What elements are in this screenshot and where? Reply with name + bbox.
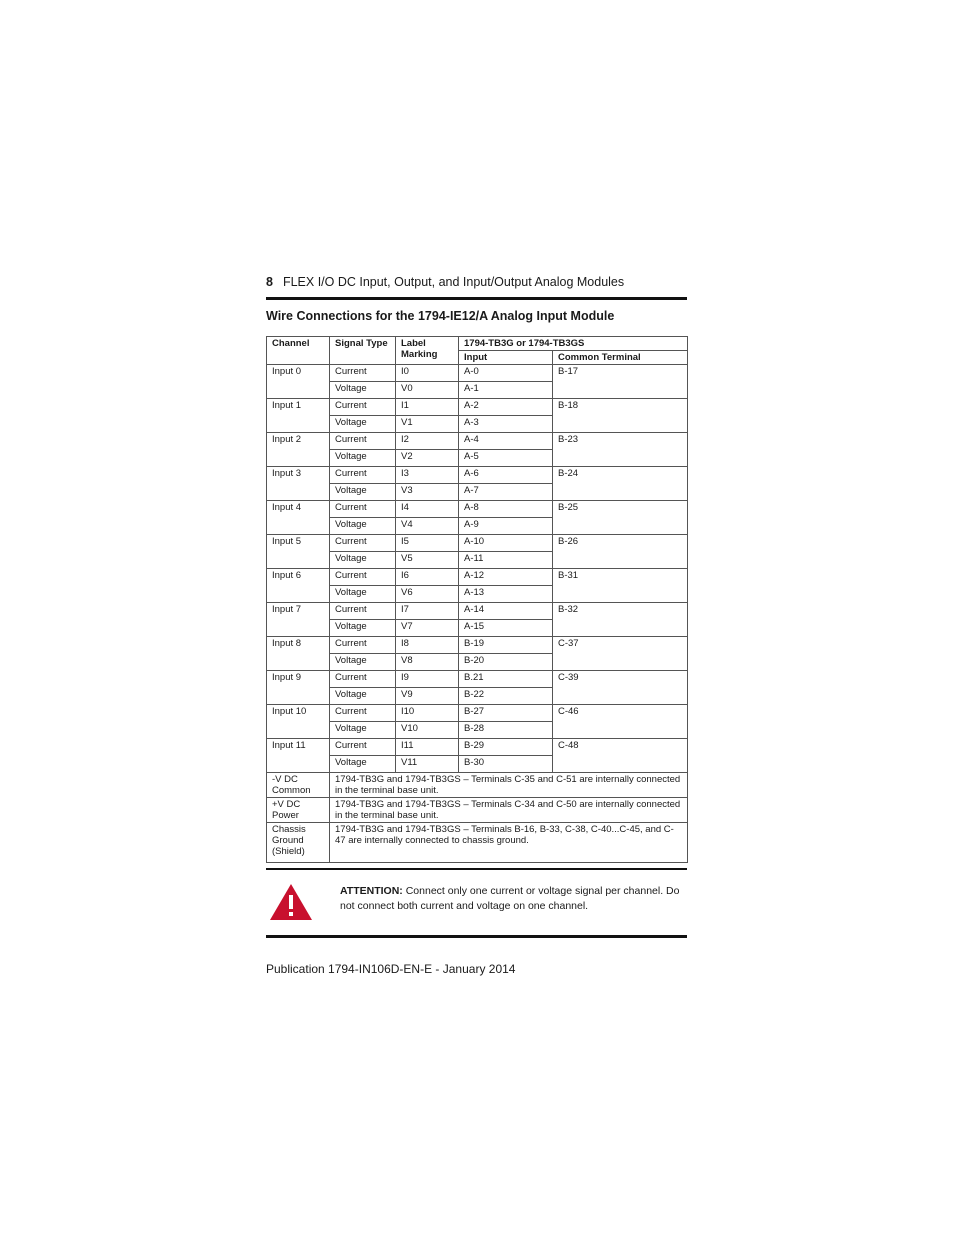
cell-note-channel: -V DC Common xyxy=(267,773,330,798)
table-row xyxy=(267,467,688,484)
attention-label: ATTENTION: xyxy=(340,885,403,897)
cell-common-terminal: C-48 xyxy=(553,739,688,773)
attention-notice xyxy=(266,880,687,930)
header-label-marking: Label Marking xyxy=(396,337,459,365)
cell-signal-current: Current xyxy=(330,569,396,586)
cell-label-current: I1 xyxy=(396,399,459,416)
cell-label-voltage: V11 xyxy=(396,756,459,773)
wire-connections-table-wrapper xyxy=(266,336,687,863)
cell-label-voltage: V7 xyxy=(396,620,459,637)
cell-channel: Input 2 xyxy=(267,433,330,467)
cell-common-terminal: B-23 xyxy=(553,433,688,467)
cell-signal-voltage: Voltage xyxy=(330,552,396,569)
cell-signal-current: Current xyxy=(330,535,396,552)
header-terminal-base: 1794-TB3G or 1794-TB3GS xyxy=(459,337,688,351)
cell-input-voltage: A-7 xyxy=(459,484,553,501)
cell-signal-voltage: Voltage xyxy=(330,722,396,739)
table-row xyxy=(267,569,688,586)
table-body xyxy=(267,365,688,863)
cell-label-current: I7 xyxy=(396,603,459,620)
table-note-row xyxy=(267,773,688,798)
cell-input-voltage: A-5 xyxy=(459,450,553,467)
cell-channel: Input 7 xyxy=(267,603,330,637)
cell-input-current: B.21 xyxy=(459,671,553,688)
cell-label-current: I10 xyxy=(396,705,459,722)
attention-text xyxy=(340,884,687,914)
warning-triangle-icon xyxy=(268,882,314,922)
cell-signal-current: Current xyxy=(330,739,396,756)
cell-channel: Input 6 xyxy=(267,569,330,603)
cell-label-voltage: V8 xyxy=(396,654,459,671)
header-signal-type: Signal Type xyxy=(330,337,396,365)
cell-label-current: I2 xyxy=(396,433,459,450)
cell-input-voltage: A-1 xyxy=(459,382,553,399)
cell-input-voltage: A-9 xyxy=(459,518,553,535)
cell-input-voltage: A-15 xyxy=(459,620,553,637)
cell-input-current: B-29 xyxy=(459,739,553,756)
cell-common-terminal: B-18 xyxy=(553,399,688,433)
cell-input-current: A-2 xyxy=(459,399,553,416)
section-divider xyxy=(266,868,687,870)
cell-note-channel: Chassis Ground (Shield) xyxy=(267,823,330,863)
cell-channel: Input 0 xyxy=(267,365,330,399)
table-note-row xyxy=(267,823,688,863)
cell-label-voltage: V10 xyxy=(396,722,459,739)
cell-signal-current: Current xyxy=(330,467,396,484)
page-bottom-rule xyxy=(266,935,687,938)
cell-channel: Input 9 xyxy=(267,671,330,705)
table-row xyxy=(267,399,688,416)
cell-note-text: 1794-TB3G and 1794-TB3GS – Terminals B-16, B-33, C-38, C-40...C-45, and C-47 are internally connected to chassis ground. xyxy=(330,823,688,863)
cell-note-channel: +V DC Power xyxy=(267,798,330,823)
cell-channel: Input 10 xyxy=(267,705,330,739)
cell-signal-voltage: Voltage xyxy=(330,654,396,671)
cell-signal-voltage: Voltage xyxy=(330,484,396,501)
table-note-row xyxy=(267,798,688,823)
cell-note-text: 1794-TB3G and 1794-TB3GS – Terminals C-35 and C-51 are internally connected in the terminal base unit. xyxy=(330,773,688,798)
cell-channel: Input 4 xyxy=(267,501,330,535)
section-title: Wire Connections for the 1794-IE12/A Analog Input Module xyxy=(266,309,615,323)
cell-input-current: A-14 xyxy=(459,603,553,620)
cell-signal-current: Current xyxy=(330,399,396,416)
cell-input-voltage: B-20 xyxy=(459,654,553,671)
cell-label-voltage: V9 xyxy=(396,688,459,705)
cell-input-current: A-12 xyxy=(459,569,553,586)
cell-label-voltage: V1 xyxy=(396,416,459,433)
cell-common-terminal: B-26 xyxy=(553,535,688,569)
table-row xyxy=(267,637,688,654)
cell-label-current: I3 xyxy=(396,467,459,484)
cell-label-voltage: V0 xyxy=(396,382,459,399)
cell-signal-voltage: Voltage xyxy=(330,756,396,773)
page-header xyxy=(266,275,687,297)
cell-common-terminal: B-31 xyxy=(553,569,688,603)
table-row xyxy=(267,535,688,552)
cell-signal-current: Current xyxy=(330,637,396,654)
cell-input-current: A-4 xyxy=(459,433,553,450)
cell-signal-current: Current xyxy=(330,603,396,620)
cell-label-current: I8 xyxy=(396,637,459,654)
cell-input-voltage: A-11 xyxy=(459,552,553,569)
cell-common-terminal: B-24 xyxy=(553,467,688,501)
attention-message: Connect only one current or voltage signal per channel. Do not connect both current and voltage on one channel. xyxy=(340,885,680,912)
cell-signal-voltage: Voltage xyxy=(330,620,396,637)
header-common-terminal: Common Terminal xyxy=(553,351,688,365)
page-number: 8 xyxy=(266,275,273,289)
cell-common-terminal: B-17 xyxy=(553,365,688,399)
wire-connections-table xyxy=(266,336,688,863)
cell-signal-voltage: Voltage xyxy=(330,416,396,433)
cell-label-voltage: V2 xyxy=(396,450,459,467)
cell-input-voltage: B-30 xyxy=(459,756,553,773)
cell-signal-current: Current xyxy=(330,705,396,722)
cell-input-current: A-8 xyxy=(459,501,553,518)
cell-label-voltage: V4 xyxy=(396,518,459,535)
header-rule xyxy=(266,297,687,300)
table-row xyxy=(267,705,688,722)
cell-label-voltage: V3 xyxy=(396,484,459,501)
cell-input-voltage: B-28 xyxy=(459,722,553,739)
header-title: FLEX I/O DC Input, Output, and Input/Output Analog Modules xyxy=(282,275,625,289)
cell-common-terminal: C-37 xyxy=(553,637,688,671)
cell-input-current: A-0 xyxy=(459,365,553,382)
cell-signal-voltage: Voltage xyxy=(330,382,396,399)
cell-input-current: A-10 xyxy=(459,535,553,552)
table-row xyxy=(267,671,688,688)
cell-input-current: B-19 xyxy=(459,637,553,654)
table-row xyxy=(267,365,688,382)
cell-common-terminal: B-25 xyxy=(553,501,688,535)
cell-channel: Input 3 xyxy=(267,467,330,501)
cell-channel: Input 1 xyxy=(267,399,330,433)
cell-signal-current: Current xyxy=(330,501,396,518)
cell-label-voltage: V6 xyxy=(396,586,459,603)
table-row xyxy=(267,739,688,756)
cell-signal-voltage: Voltage xyxy=(330,688,396,705)
cell-note-text: 1794-TB3G and 1794-TB3GS – Terminals C-34 and C-50 are internally connected in the terminal base unit. xyxy=(330,798,688,823)
cell-input-current: B-27 xyxy=(459,705,553,722)
cell-common-terminal: C-46 xyxy=(553,705,688,739)
table-row xyxy=(267,433,688,450)
cell-common-terminal: C-39 xyxy=(553,671,688,705)
cell-input-voltage: B-22 xyxy=(459,688,553,705)
publication-footer: Publication 1794-IN106D-EN-E - January 2014 xyxy=(266,962,516,976)
cell-signal-voltage: Voltage xyxy=(330,586,396,603)
cell-signal-voltage: Voltage xyxy=(330,518,396,535)
cell-signal-current: Current xyxy=(330,365,396,382)
table-row xyxy=(267,603,688,620)
cell-signal-voltage: Voltage xyxy=(330,450,396,467)
cell-signal-current: Current xyxy=(330,671,396,688)
cell-label-current: I6 xyxy=(396,569,459,586)
cell-label-current: I0 xyxy=(396,365,459,382)
header-input: Input xyxy=(459,351,553,365)
cell-channel: Input 5 xyxy=(267,535,330,569)
cell-channel: Input 8 xyxy=(267,637,330,671)
cell-channel: Input 11 xyxy=(267,739,330,773)
cell-input-current: A-6 xyxy=(459,467,553,484)
cell-input-voltage: A-3 xyxy=(459,416,553,433)
cell-label-current: I5 xyxy=(396,535,459,552)
table-row xyxy=(267,501,688,518)
cell-input-voltage: A-13 xyxy=(459,586,553,603)
cell-label-current: I9 xyxy=(396,671,459,688)
cell-label-current: I4 xyxy=(396,501,459,518)
cell-signal-current: Current xyxy=(330,433,396,450)
cell-label-voltage: V5 xyxy=(396,552,459,569)
header-channel: Channel xyxy=(267,337,330,365)
cell-label-current: I11 xyxy=(396,739,459,756)
cell-common-terminal: B-32 xyxy=(553,603,688,637)
